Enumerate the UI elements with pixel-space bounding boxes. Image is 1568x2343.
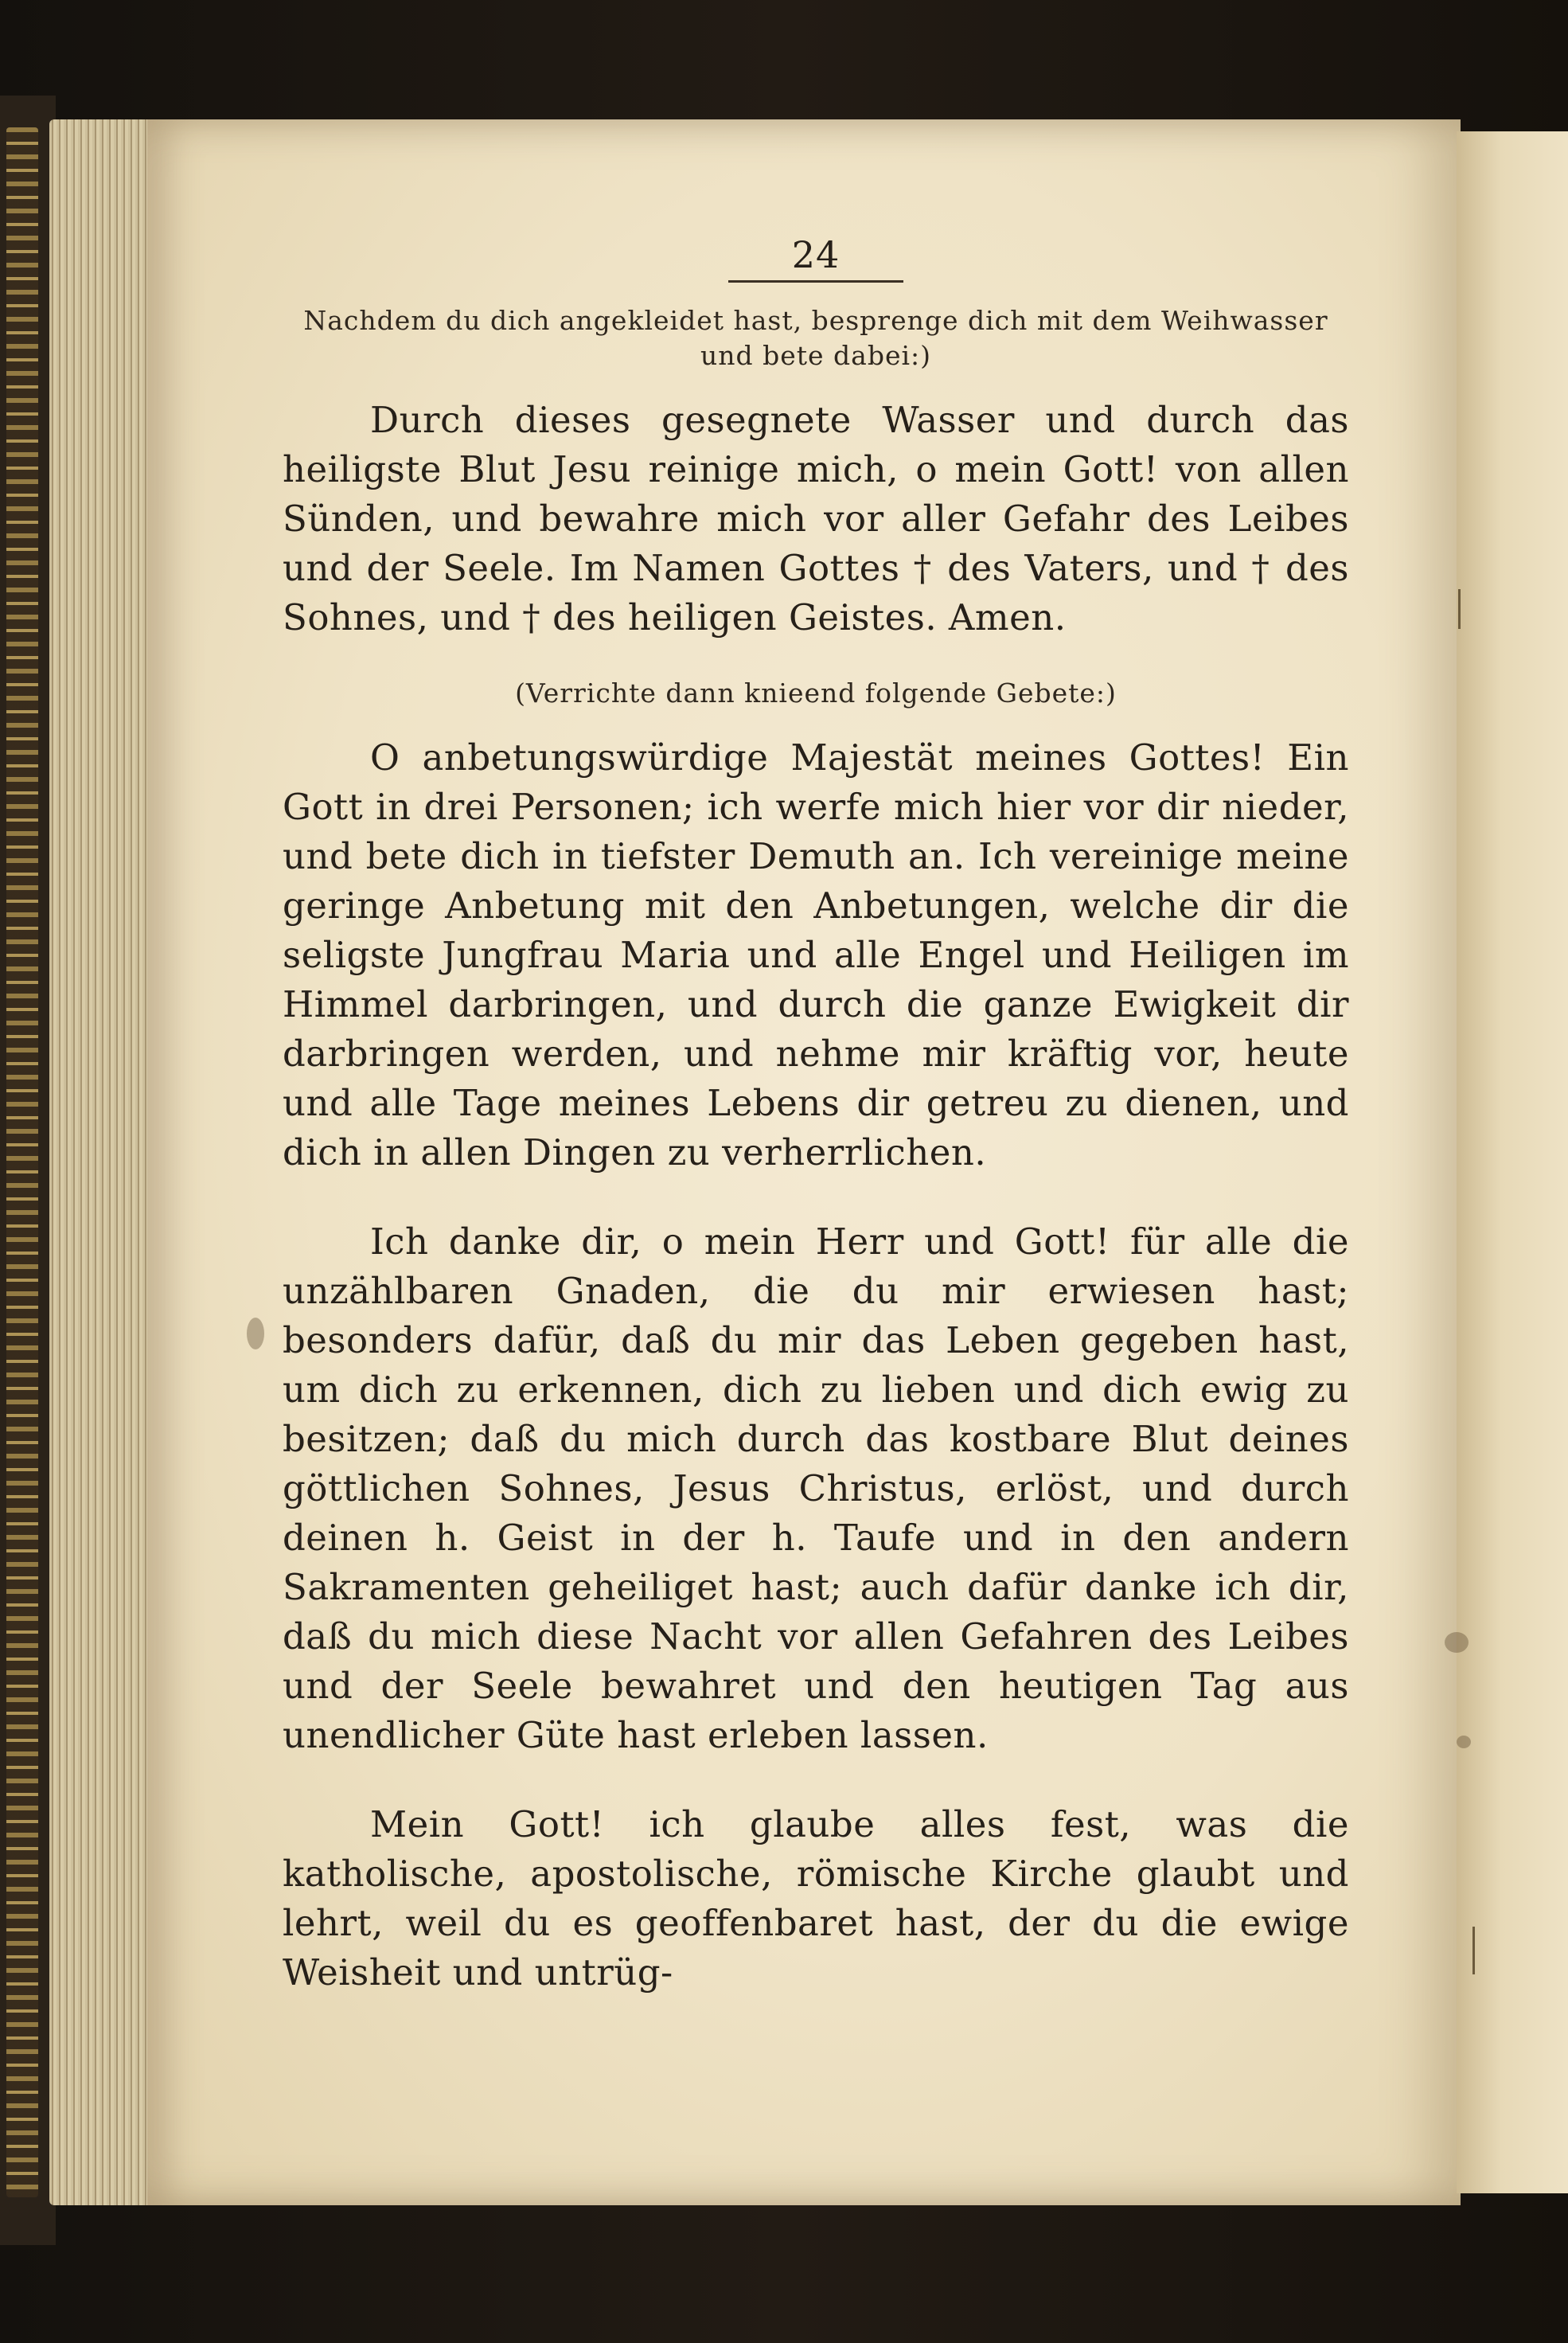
ink-speck — [1445, 1632, 1469, 1653]
margin-mark — [1458, 589, 1461, 629]
page-number-rule — [728, 280, 903, 283]
prayer-thanksgiving: Ich danke dir, o mein Herr und Gott! für alle die unzählbaren Gnaden, die du mir erwiesen hast; besonders dafür, daß du mir das Leben gegeben hast, um dich zu erkennen, dich zu lieben und dich ewig zu besitzen; daß du mich durch das kostbare Blut deines göttlichen Sohnes, Jesus Christus, erlöst, und durch deinen h. Geist in der h. Taufe und in den andern Sakramenten geheiliget hast; auch dafür danke ich dir, daß du mich diese Nacht vor allen Gefahren des Leibes und der Seele bewahret und den heutigen Tag aus unendlicher Güte hast erleben lassen. — [283, 1220, 1349, 1756]
facing-page-edge — [1457, 131, 1568, 2193]
margin-mark — [1472, 1927, 1475, 1974]
ink-speck — [1457, 1736, 1471, 1748]
ink-speck — [247, 1318, 264, 1349]
page-text — [283, 231, 1349, 1997]
rubric-instruction-kneeling: (Verrichte dann knieend folgende Gebete:) — [515, 678, 1117, 709]
prayer-holy-water: Durch dieses gesegnete Wasser und durch das heiligste Blut Jesu reinige mich, o mein Gott! von allen Sünden, und bewahre mich vor aller Gefahr des Leibes und der Seele. Im Namen Gottes † des Vaters, und † des Sohnes, und † des heiligen Geistes. Amen. — [283, 399, 1349, 638]
cover-gilt-border — [6, 127, 38, 2197]
page-edges — [49, 119, 153, 2205]
page-number: 24 — [791, 233, 841, 276]
prayer-adoration: O anbetungswürdige Majestät meines Gottes! Ein Gott in drei Personen; ich werfe mich hier vor dir nieder, und bete dich in tiefster Demuth an. Ich vereinige meine geringe Anbetung mit den Anbetungen, welche dir die seligste Jungfrau Maria und alle Engel und Heiligen im Himmel darbringen, und durch die ganze Ewigkeit dir darbringen werden, und nehme mir kräftig vor, heute und alle Tage meines Lebens dir getreu zu dienen, und dich in allen Dingen zu verherrlichen. — [283, 736, 1349, 1173]
rubric-instruction: Nachdem du dich angekleidet hast, besprenge dich mit dem Weihwasser und bete dabei:) — [303, 305, 1328, 371]
prayer-act-of-faith: Mein Gott! ich glaube alles fest, was die katholische, apostolische, römische Kirche glaubt und lehrt, weil du es geoffenbaret hast, der du die ewige Weisheit und untrüg- — [283, 1803, 1349, 1994]
